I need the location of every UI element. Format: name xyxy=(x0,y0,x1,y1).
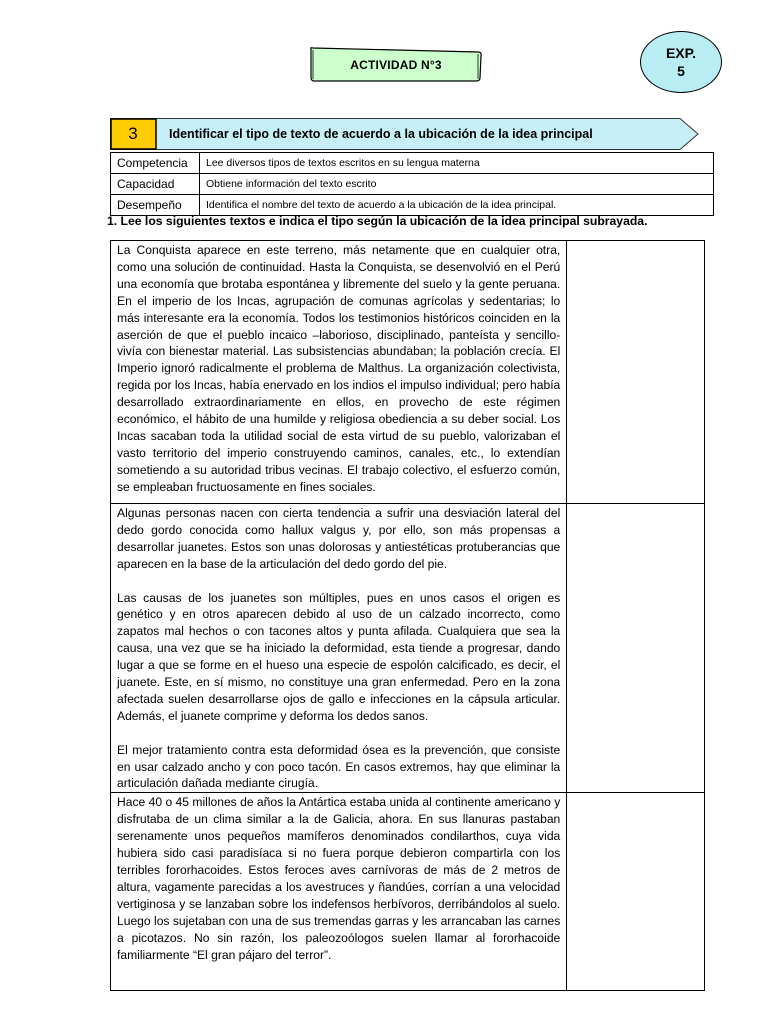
text-passage-1 xyxy=(111,241,567,504)
table-row xyxy=(111,153,714,174)
exp-label: EXP. xyxy=(665,45,697,61)
table-row xyxy=(111,241,705,504)
table-row xyxy=(111,174,714,195)
answer-cell-3[interactable] xyxy=(567,793,705,991)
activity-banner xyxy=(308,46,484,84)
answer-cell-1[interactable] xyxy=(567,241,705,504)
competencia-value: Lee diversos tipos de textos escritos en su lengua materna xyxy=(200,153,714,174)
paragraph: Algunas personas nacen con cierta tendencia a sufrir una desviación lateral del dedo gordo conocida como hallux valgus y, por ello, son más propensas a desarrollar juanetes. Estos son unas dolorosas y antiestéticas protuberancias que aparecen en la base de la articulación del dedo gordo del pie. xyxy=(117,506,561,571)
table-row xyxy=(111,504,705,793)
table-row xyxy=(111,793,705,991)
desempeno-label: Desempeño xyxy=(111,195,200,216)
activity-number: 3 xyxy=(128,124,138,143)
capacidad-label: Capacidad xyxy=(111,174,200,195)
exp-number: 5 xyxy=(677,63,685,79)
activity-header xyxy=(110,117,700,151)
paragraph: El mejor tratamiento contra esta deformidad ósea es la prevención, que consiste en usar calzado ancho y con poco tacón. En casos extremos, hay que eliminar la articulación dañada mediante cirugía. xyxy=(117,742,561,791)
desempeno-value: Identifica el nombre del texto de acuerdo a la ubicación de la idea principal. xyxy=(200,195,714,216)
paragraph: La Conquista aparece en este terreno, más netamente que en cualquier otra, como una solución de continuidad. Hasta la Conquista, se desenvolvió en el Perú una economía que brotaba espontánea y libremente del suelo y la gente peruana. En el imperio de los Incas, agrupación de comunas agrícolas y sedentarias; lo más interesante era la economía. Todos los testimonios históricos coinciden en la aserción de que el pueblo incaico –laborioso, disciplinado, panteísta y sencillo- vivía con bienestar material. Las subsistencias abundaban; la población crecía. El Imperio ignoró radicalmente el problema de Malthus. La organización colectivista, regida por los Incas, había enervado en los indios el impulso individual; pero había desarrollado extraordinariamente en ellos, en provecho de este régimen económico, el hábito de una humilde y religiosa obediencia a su deber social. Los Incas sacaban toda la utilidad social de esta virtud de su pueblo, valorizaban el vasto territorio del imperio construyendo caminos, canales, etc., lo extendían sometiendo a su autoridad tribus vecinas. El trabajo colectivo, el esfuerzo común, se empleaban fructuosamente en fines sociales. xyxy=(117,243,561,494)
paragraph: Las causas de los juanetes son múltiples, pues en unos casos el origen es genético y en otros aparecen debido al uso de un calzado incorrecto, como zapatos mal hechos o con tacones altos y punta afilada. Cualquiera que sea la causa, una vez que se ha iniciado la deformidad, esta tiende a progresar, dando lugar a que se forme en el hueso una especie de espolón calcificado, es decir, el juanete. Este, en sí mismo, no constituye una gran enfermedad. Pero en la zona afectada suelen desarrollarse ojos de gallo e infecciones en la cápsula articular. Además, el juanete comprime y deforma los dedos sanos. xyxy=(117,590,561,723)
exp-badge xyxy=(640,31,722,93)
table-row xyxy=(111,195,714,216)
text-passage-2 xyxy=(111,504,567,793)
capacidad-value: Obtiene información del texto escrito xyxy=(200,174,714,195)
answer-cell-2[interactable] xyxy=(567,504,705,793)
instruction-text: 1. Lee los siguientes textos e indica el tipo según la ubicación de la idea principal subrayada. xyxy=(107,214,648,228)
competency-table xyxy=(110,152,714,216)
banner-label: ACTIVIDAD N°3 xyxy=(350,58,442,72)
competencia-label: Competencia xyxy=(111,153,200,174)
paragraph: Hace 40 o 45 millones de años la Antártica estaba unida al continente americano y disfrutaba de un clima similar a la de Galicia, ahora. En sus llanuras pastaban serenamente unos pequeños mamíferos denominados condilarthos, cuya vida hubiera sido casi paradisíaca si no fuera porque debieron compartirla con los terribles fororhacoides. Estos feroces aves carnívoras de más de 2 metros de altura, vagamente parecidas a los avestruces y ñandúes, corrían a una velocidad vertiginosa y se lanzaban sobre los indefensos herbívoros, derribándolos al suelo. Luego los sujetaban con una de sus tremendas garras y les arrancaban las carnes a picotazos. No sin razón, los paleozoólogos suelen llamar al fororhacoide familiarmente “El gran pájaro del terror”. xyxy=(117,795,561,962)
text-passage-3 xyxy=(111,793,567,991)
texts-table xyxy=(110,240,705,991)
activity-title: Identificar el tipo de texto de acuerdo a la ubicación de la idea principal xyxy=(169,127,593,141)
